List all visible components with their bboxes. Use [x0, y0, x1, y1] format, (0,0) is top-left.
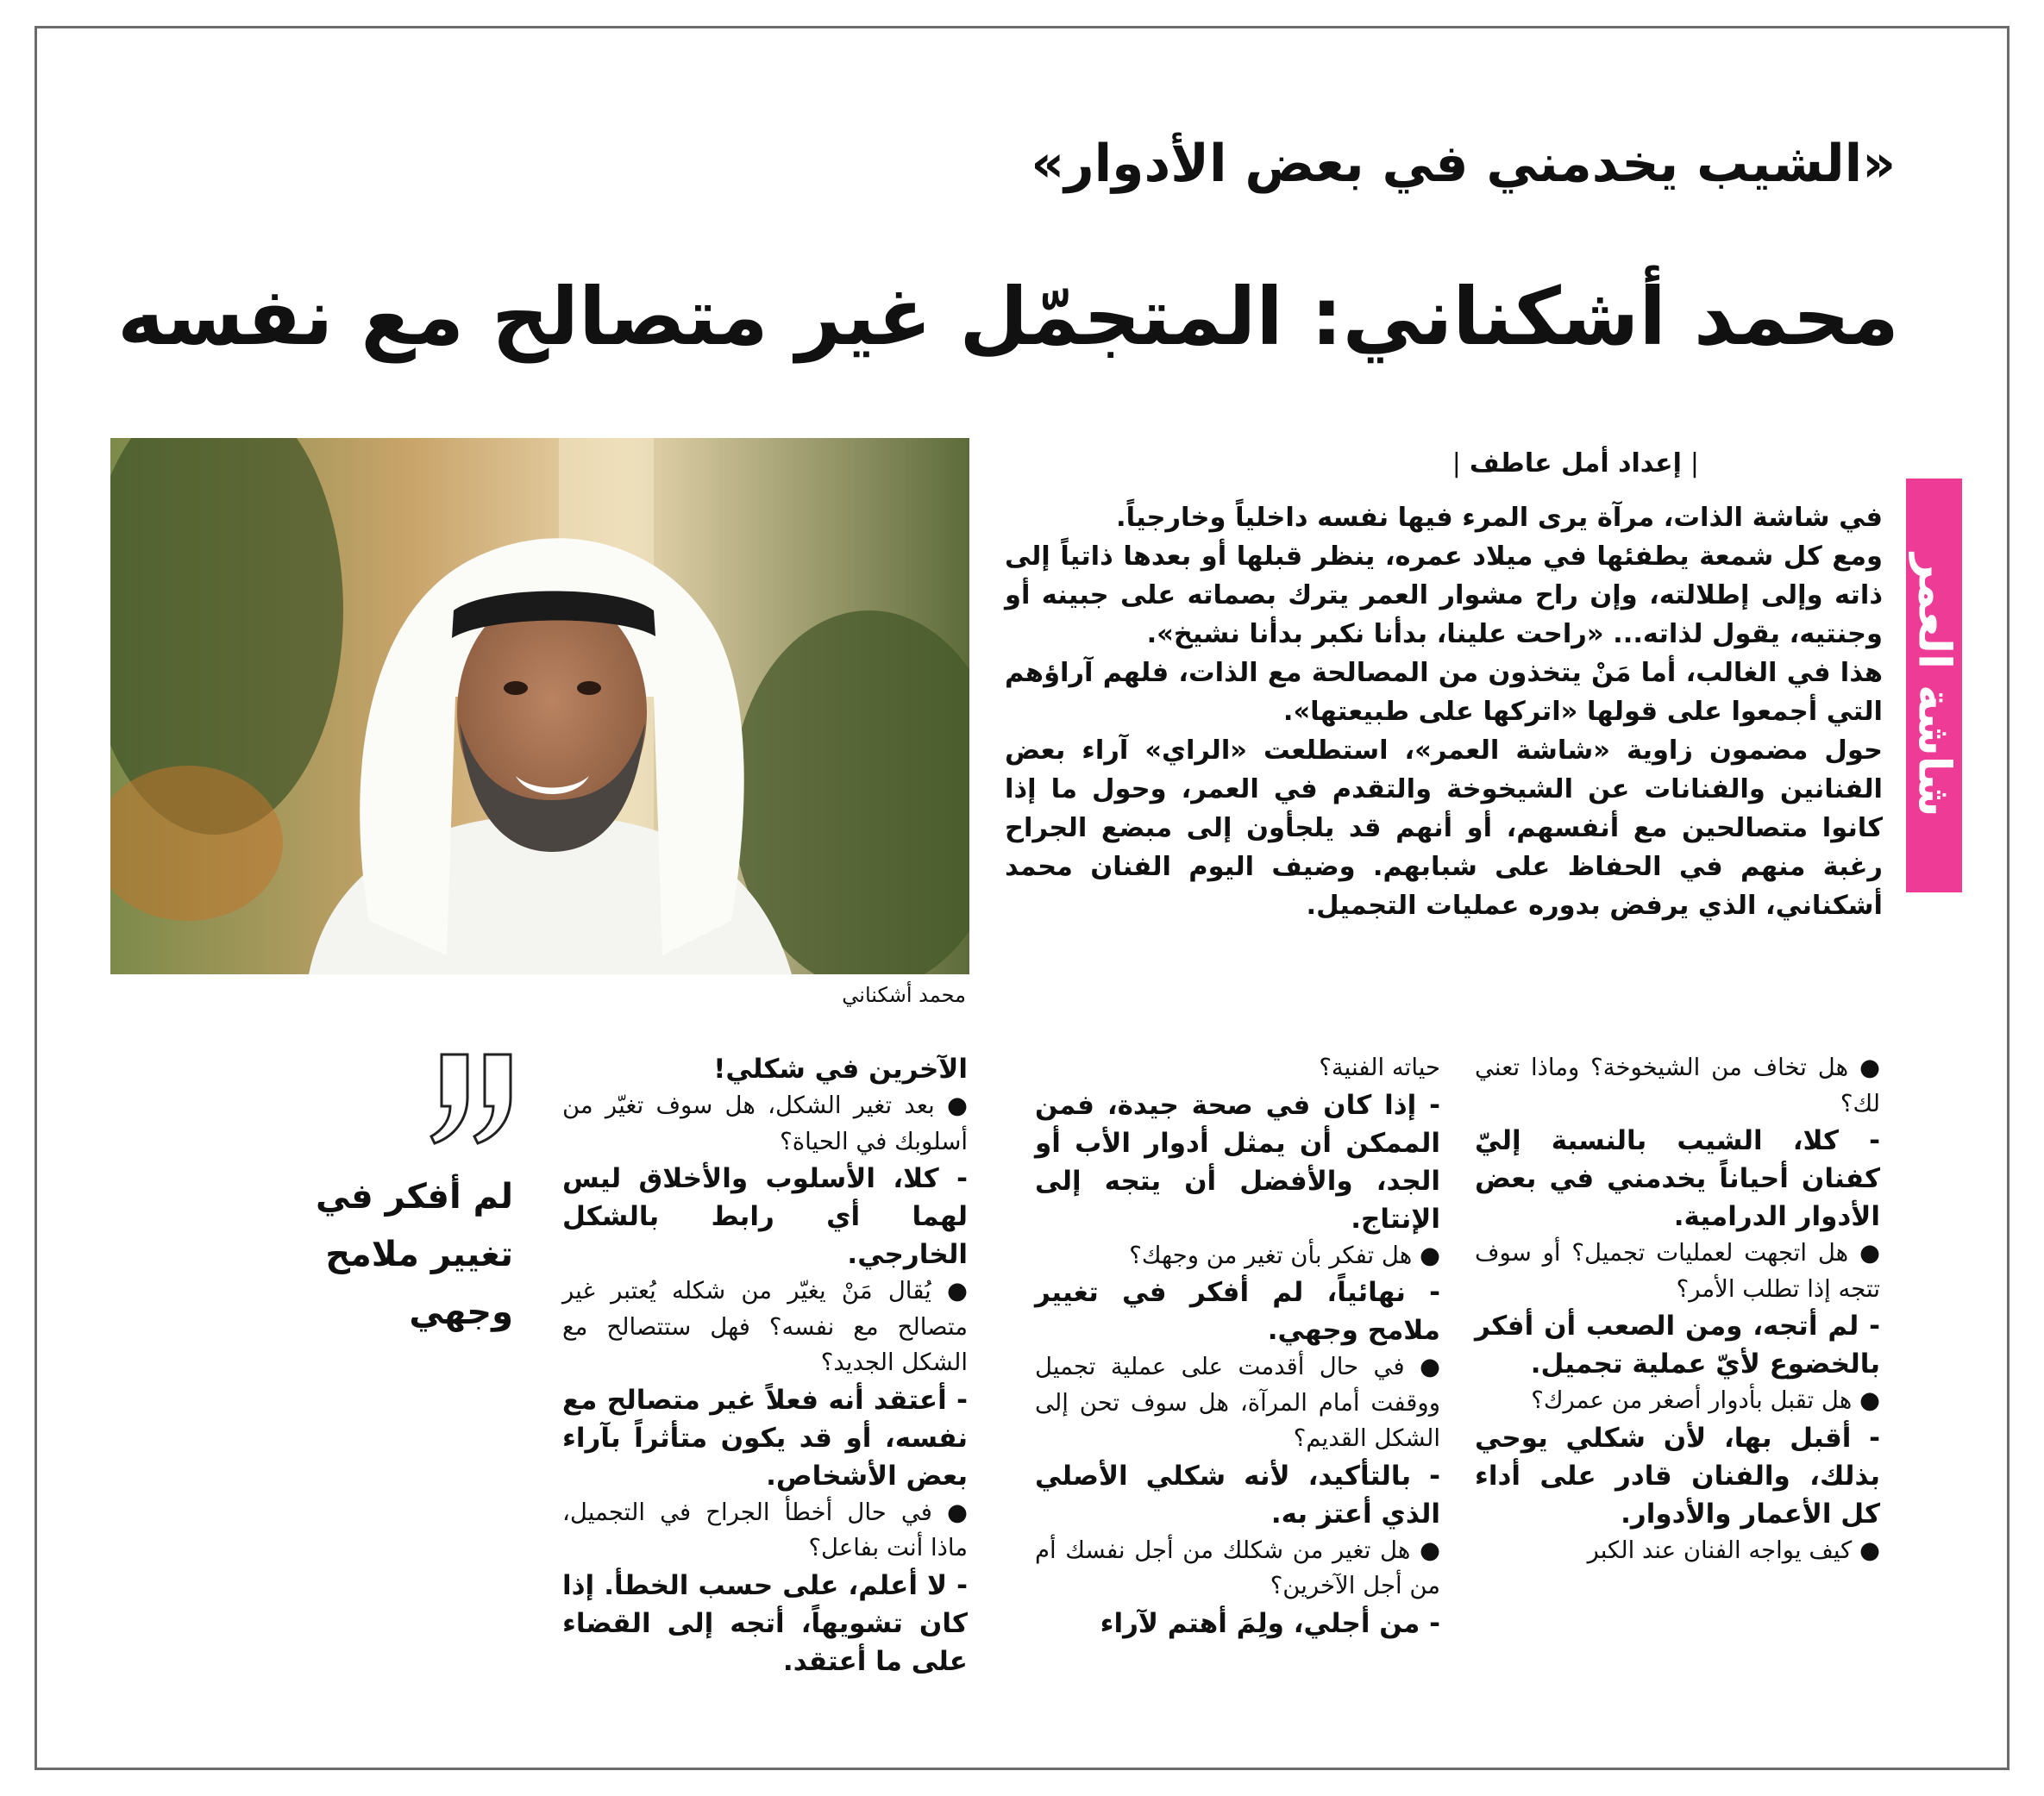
- interview-question: ● في حال أخطأ الجراح في التجميل، ماذا أنت بفاعل؟: [562, 1498, 968, 1561]
- byline: [1444, 448, 1708, 479]
- interview-question: ● في حال أقدمت على عملية تجميل ووقفت أمام المرآة، هل سوف تحن إلى الشكل القديم؟: [1035, 1353, 1440, 1452]
- interview-question: ● هل تغير من شكلك من أجل نفسك أم من أجل الآخرين؟: [1035, 1536, 1440, 1599]
- article-headline: محمد أشكناني: المتجمّل غير متصالح مع نفسه: [117, 271, 1899, 363]
- interview-question: ● يُقال مَنْ يغيّر من شكله يُعتبر غير متصالح مع نفسه؟ فهل ستتصالح مع الشكل الجديد؟: [562, 1277, 968, 1376]
- interview-question: ● بعد تغير الشكل، هل سوف تغيّر من أسلوبك في الحياة؟: [562, 1092, 968, 1155]
- intro-paragraph: في شاشة الذات، مرآة يرى المرء فيها نفسه داخلياً وخارجياً.: [1116, 503, 1883, 533]
- interview-question: ● هل اتجهت لعمليات تجميل؟ أو سوف تتجه إذا تطلب الأمر؟: [1475, 1239, 1880, 1303]
- intro-paragraph: هذا في الغالب، أما مَنْ يتخذون من المصالحة مع الذات، فلهم آراؤهم التي أجمعوا على قولها «اتركها على طبيعتها».: [1005, 658, 1883, 727]
- byline-separator: |: [1690, 448, 1699, 479]
- intro-paragraph: حول مضمون زاوية «شاشة العمر»، استطلعت «الراي» آراء بعض الفنانين والفنانات عن الشيخوخة والتقدم في العمر، وحول ما إذا كانوا متصالحين مع أنفسهم، أو أنهم قد يلجأون إلى مبضع الجراح رغبة منهم في الحفاظ على شبابهم. وضيف اليوم الفنان محمد أشكناني، الذي يرفض بدوره عمليات التجميل.: [1005, 735, 1883, 921]
- interview-answer: - إذا كان في صحة جيدة، فمن الممكن أن يمثل أدوار الأب أو الجد، والأفضل أن يتجه إلى الإنتاج.: [1035, 1089, 1440, 1235]
- byline-text: إعداد أمل عاطف: [1469, 448, 1682, 479]
- byline-separator: |: [1451, 448, 1461, 479]
- section-tag: [1906, 479, 1962, 892]
- portrait-photo: [110, 438, 969, 974]
- photo-caption: محمد أشكناني: [842, 983, 966, 1007]
- interview-question: ● كيف يواجه الفنان عند الكبر: [1587, 1536, 1880, 1564]
- interview-column: [1035, 1050, 1440, 1643]
- interview-answer: - من أجلي، ولِمَ أهتم لآراء: [1100, 1607, 1440, 1639]
- interview-column: [1475, 1050, 1880, 1568]
- interview-answer: - لم أتجه، ومن الصعب أن أفكر بالخضوع لأيّ عملية تجميل.: [1475, 1311, 1880, 1380]
- interview-answer: - لا أعلم، على حسب الخطأ. إذا كان تشويهاً، أتجه إلى القضاء على ما أعتقد.: [562, 1569, 968, 1677]
- interview-answer: - كلا، الشيب بالنسبة إليّ كفنان أحياناً يخدمني في بعض الأدوار الدرامية.: [1475, 1125, 1880, 1232]
- pull-quote: لم أفكر في تغيير ملامح وجهي: [316, 1177, 513, 1332]
- intro-paragraph: ومع كل شمعة يطفئها في ميلاد عمره، ينظر قبلها أو بعدها ذاتياً إلى ذاته وإلى إطلالته، وإن راح مشوار العمر يترك بصماته على جبينه أو وجنتيه، يقول لذاته... «راحت علينا، بدأنا نكبر بدأنا نشيخ».: [1005, 541, 1883, 649]
- interview-answer: - كلا، الأسلوب والأخلاق ليس لهما أي رابط بالشكل الخارجي.: [562, 1163, 968, 1270]
- closing-quote-icon: [424, 1050, 528, 1145]
- article-intro: [1005, 498, 1883, 925]
- interview-answer: - بالتأكيد، لأنه شكلي الأصلي الذي أعتز به.: [1035, 1460, 1440, 1530]
- interview-question: ● هل تخاف من الشيخوخة؟ وماذا تعني لك؟: [1475, 1054, 1880, 1117]
- article-kicker: «الشيب يخدمني في بعض الأدوار»: [1031, 134, 1896, 194]
- interview-answer: الآخرين في شكلي!: [713, 1054, 968, 1085]
- interview-question: ● هل تفكر بأن تغير من وجهك؟: [1129, 1241, 1440, 1269]
- section-tag-label: شاشة العمر: [1908, 554, 1960, 817]
- interview-answer: - أقبل بها، لأن شكلي يوحي بذلك، والفنان قادر على أداء كل الأعمار والأدوار.: [1475, 1422, 1880, 1530]
- interview-question: حياته الفنية؟: [1319, 1054, 1440, 1081]
- interview-column: [562, 1050, 968, 1680]
- interview-answer: - نهائياً، لم أفكر في تغيير ملامح وجهي.: [1035, 1277, 1440, 1346]
- interview-answer: - أعتقد أنه فعلاً غير متصالح مع نفسه، أو قد يكون متأثراً بآراء بعض الأشخاص.: [562, 1384, 968, 1492]
- interview-question: ● هل تقبل بأدوار أصغر من عمرك؟: [1531, 1386, 1880, 1414]
